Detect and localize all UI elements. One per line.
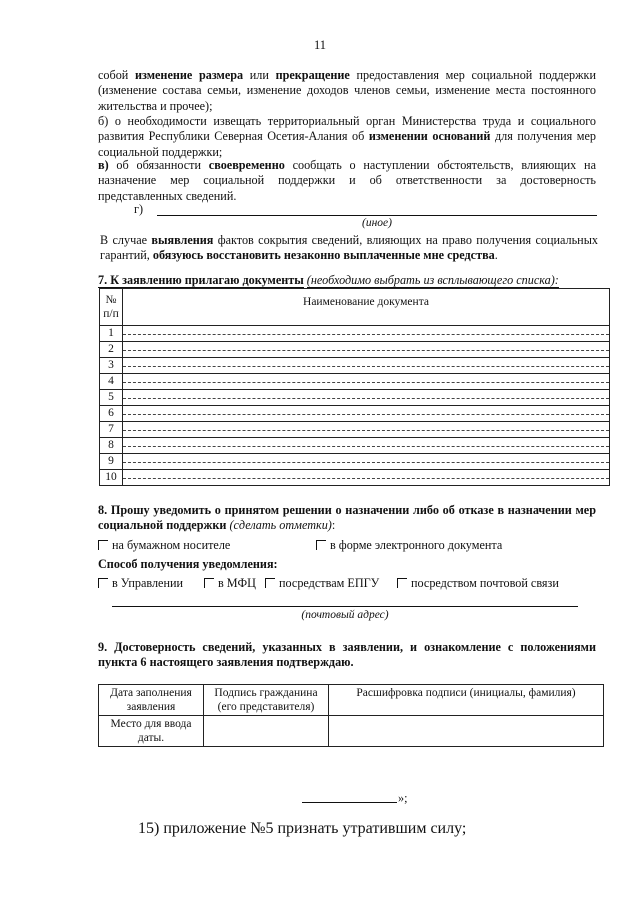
col-number-header: № п/п [100,289,123,326]
option-office[interactable]: в Управлении [98,576,183,591]
option-epgu[interactable]: посредствам ЕПГУ [265,576,379,591]
document-select[interactable] [123,438,610,454]
closing-quote: »; [398,791,408,805]
method-heading: Способ получения уведомления: [98,557,278,571]
row-number: 4 [100,374,123,390]
date-header: Дата заполнения заявления [99,685,204,716]
row-number: 7 [100,422,123,438]
decode-field[interactable] [329,716,604,747]
row-number: 3 [100,358,123,374]
paragraph-timely-report: в) об обязанности своевременно сообщать о наступлении обстоятельств, влияющих на назначение мер социальной поддержки и об ответственности за достоверность представленных сведений. [98,158,596,203]
checkbox-icon[interactable] [316,540,326,550]
paragraph-notify-obligation: б) о необходимости извещать территориальный орган Министерства труда и социального развития Республики Северная Осетия-Алания об изменении оснований для получения мер социальной поддержки; [98,114,596,159]
document-select[interactable] [123,422,610,438]
postal-address-caption: (почтовый адрес) [301,609,389,621]
signature-header: Подпись гражданина (его представителя) [204,685,329,716]
row-number: 6 [100,406,123,422]
date-field[interactable]: Место для ввода даты. [99,716,204,747]
checkbox-icon[interactable] [397,578,407,588]
postal-address-line[interactable] [112,606,578,607]
document-select[interactable] [123,326,610,342]
section7-heading: 7. К заявлению прилагаю документы (необходимо выбрать из всплывающего списка): [98,273,559,287]
option-paper[interactable]: на бумажном носителе [98,538,230,553]
document-select[interactable] [123,358,610,374]
document-select[interactable] [123,342,610,358]
row-number: 8 [100,438,123,454]
row-number: 9 [100,454,123,470]
section8-heading: 8. Прошу уведомить о принятом решении о назначении либо об отказе в назначении мер социальной поддержки (сделать отметки): [98,503,596,533]
option-electronic[interactable]: в форме электронного документа [316,538,502,553]
document-select[interactable] [123,374,610,390]
checkbox-icon[interactable] [265,578,275,588]
page-number: 11 [313,38,327,52]
option-mfc[interactable]: в МФЦ [204,576,256,591]
checkbox-icon[interactable] [98,578,108,588]
row-number: 5 [100,390,123,406]
col-name-header: Наименование документа [123,289,610,326]
signature-table [98,684,604,747]
decode-header: Расшифровка подписи (инициалы, фамилия) [329,685,604,716]
documents-table [99,288,610,486]
checkbox-icon[interactable] [204,578,214,588]
section9-heading: 9. Достоверность сведений, указанных в заявлении, и ознакомление с положениями пункта 6 настоящего заявления подтверждаю. [98,640,596,670]
option-post[interactable]: посредством почтовой связи [397,576,559,591]
item-15: 15) приложение №5 признать утратившим силу; [138,820,467,837]
document-select[interactable] [123,454,610,470]
document-select[interactable] [123,406,610,422]
checkbox-icon[interactable] [98,540,108,550]
other-input-line[interactable] [157,215,597,216]
other-label: г) [134,202,144,216]
row-number: 10 [100,470,123,486]
closing-line [302,802,397,803]
paragraph-changes: собой изменение размера или прекращение предоставления мер социальной поддержки (изменение состава семьи, изменение доходов членов семьи, изменение места постоянного жительства и прочее); [98,68,596,113]
document-select[interactable] [123,470,610,486]
document-select[interactable] [123,390,610,406]
row-number: 1 [100,326,123,342]
signature-field[interactable] [204,716,329,747]
other-caption: (иное) [362,217,392,229]
row-number: 2 [100,342,123,358]
paragraph-concealment: В случае выявления фактов сокрытия сведений, влияющих на право получения социальных гарантий, обязуюсь восстановить незаконно выплаченные мне средства. [100,233,598,263]
